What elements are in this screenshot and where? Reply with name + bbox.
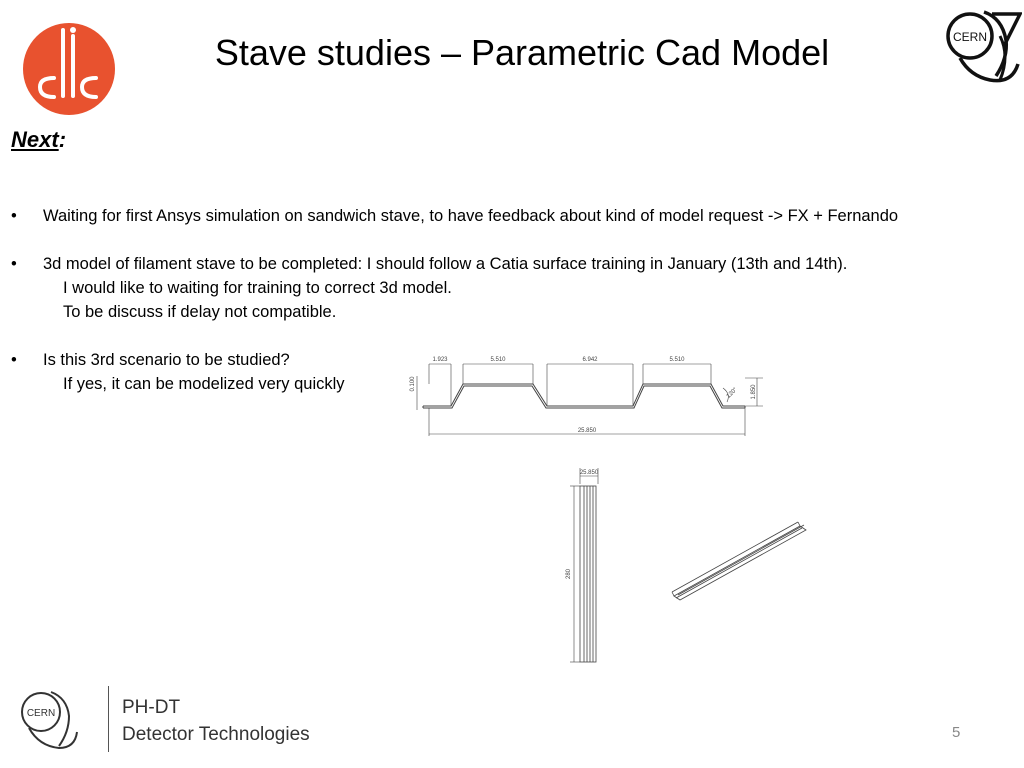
dim-label: 5.510	[490, 357, 506, 363]
footer-dept-code: PH-DT	[122, 697, 181, 718]
section-heading	[11, 127, 66, 153]
dim-label: 120°	[725, 386, 739, 400]
footer-department	[122, 694, 310, 748]
heading-colon: :	[58, 127, 67, 152]
clic-logo	[22, 22, 116, 116]
bullet-subtext: If yes, it can be modelized very quickly	[63, 375, 345, 393]
dim-label: 25.850	[577, 428, 597, 434]
cern-logo-text: CERN	[952, 30, 988, 44]
bullet-item	[8, 252, 1008, 324]
footer-cern-text: CERN	[26, 708, 56, 719]
heading-word: Next	[11, 127, 59, 152]
bullet-item	[8, 204, 1008, 228]
dim-label: 5.510	[669, 357, 685, 363]
footer-dept-name: Detector Technologies	[122, 724, 310, 745]
cern-logo	[940, 6, 1022, 86]
dim-label: 1.923	[432, 357, 448, 363]
slide-title: Stave studies – Parametric Cad Model	[214, 32, 830, 73]
dim-label: 6.942	[582, 357, 598, 363]
bullet-symbol: •	[11, 255, 17, 273]
bullet-text: Waiting for first Ansys simulation on sandwich stave, to have feedback about kind of model request -> FX + Fernando	[43, 207, 899, 225]
profile-drawing	[405, 350, 785, 442]
bullet-subtext: To be discuss if delay not compatible.	[63, 303, 337, 321]
isometric-drawing	[668, 518, 810, 604]
page-number: 5	[952, 724, 961, 741]
bullet-symbol: •	[11, 351, 17, 369]
side-view-drawing	[556, 462, 616, 666]
footer-divider	[108, 686, 109, 752]
dim-label: 1.850	[751, 384, 757, 400]
bullet-text: Is this 3rd scenario to be studied?	[43, 351, 290, 369]
clic-logo-circle	[23, 23, 115, 115]
bullet-symbol: •	[11, 207, 17, 225]
dim-label: 280	[566, 568, 572, 580]
bullet-text: 3d model of filament stave to be completed: I should follow a Catia surface training in January (13th and 14th).	[43, 255, 848, 273]
bullet-subtext: I would like to waiting for training to correct 3d model.	[63, 279, 452, 297]
dim-label: 0.100	[410, 376, 416, 392]
footer-cern-logo	[17, 686, 79, 752]
dim-label: 25.850	[579, 470, 599, 476]
